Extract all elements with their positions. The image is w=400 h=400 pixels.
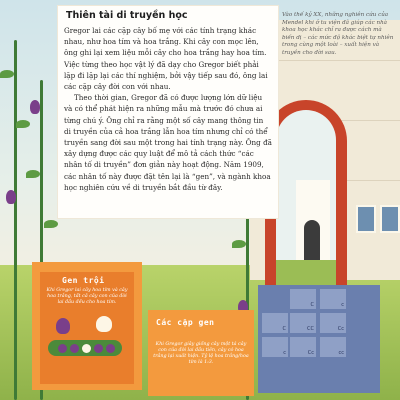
grid-header-cell: c [262, 337, 288, 357]
purple-pea-icon [106, 344, 115, 353]
dominant-gene-text: Khi Gregor lai cây hoa tím và cây hoa trắng, tất cả cây con của đời lai đầu đều cho hoa tím. [46, 288, 128, 305]
purple-flower-icon [30, 100, 40, 114]
pea-vine [14, 40, 17, 400]
grid-header-cell: c [320, 289, 346, 309]
purple-flower-icon [56, 318, 70, 334]
church-door [304, 220, 320, 260]
archway-view [276, 110, 336, 290]
white-flower-icon [96, 316, 112, 332]
white-pea-icon [82, 344, 91, 353]
purple-pea-icon [94, 344, 103, 353]
gene-pairs-title: Các cặp gen [156, 318, 215, 327]
paragraph: Gregor lai các cặp cây bố mẹ với các tính trạng khác nhau, như hoa tím và hoa trắng. Khi cây con mọc lên, ông ghi lại xem liệu mỗi cây cho hoa trắng hay hoa tím. Việc từng theo học vật lý đã dạy cho Gregor biết phải lặp đi lặp lại các thí nghiệm, bởi vậy tiếp sau đó, ông lai các cặp cây đời con với nhau. [64, 26, 268, 92]
window [356, 205, 376, 233]
side-note: Vào thế kỷ XX, những nghiên cứu của Mendel khi ở tu viện đã giúp các nhà khoa học khác chỉ ra được cách mà biến dị – các mức độ khác biệt tự nhiên trong cùng một loài – xuất hiện và truyền cho đời sau. [282, 12, 394, 56]
page-title: Thiên tài di truyền học [66, 10, 188, 21]
grid-header-cell: C [290, 289, 316, 309]
leaf-icon [44, 220, 58, 228]
purple-pea-icon [70, 344, 79, 353]
dominant-gene-title: Gen trội [62, 276, 105, 285]
gene-pairs-text: Khi Gregor giây giống cây một tá cây con của đời lai đầu tiên, cây có hoa trắng lại xuất hiện. Tỷ lệ hoa trắng/hoa tím là 1:3. [153, 342, 249, 365]
punnett-grid [258, 285, 380, 393]
paragraph: Theo thời gian, Gregor đã có được lượng lớn dữ liệu và có thể phát hiện ra những mẫu mà trước đó chưa ai từng chú ý. Ông chỉ ra rằng một số cây mang thông tin di truyền của cả hoa trắng lẫn hoa tím nhưng chỉ có thể truyền sang đời sau một trong hai tính trạng này. Ông đã xây dựng được các quy luật để mô tả cách thức “các nhân tố di truyền” đơn giản này hoạt động. Năm 1909, các nhân tố này được đặt tên lại là “gen”, và ngành khoa học nghiên cứu về di truyền bắt đầu từ đây. [64, 93, 272, 192]
grid-cell: cc [320, 337, 346, 357]
leaf-icon [26, 170, 40, 178]
grid-header-cell: C [262, 313, 288, 333]
purple-flower-icon [6, 190, 16, 204]
leaf-icon [16, 120, 30, 128]
purple-pea-icon [58, 344, 67, 353]
grid-cell: Cc [290, 337, 316, 357]
body-text [64, 25, 272, 193]
grid-cell: CC [290, 313, 316, 333]
leaf-icon [0, 70, 14, 78]
grid-cell: Cc [320, 313, 346, 333]
window [380, 205, 400, 233]
leaf-icon [232, 240, 246, 248]
